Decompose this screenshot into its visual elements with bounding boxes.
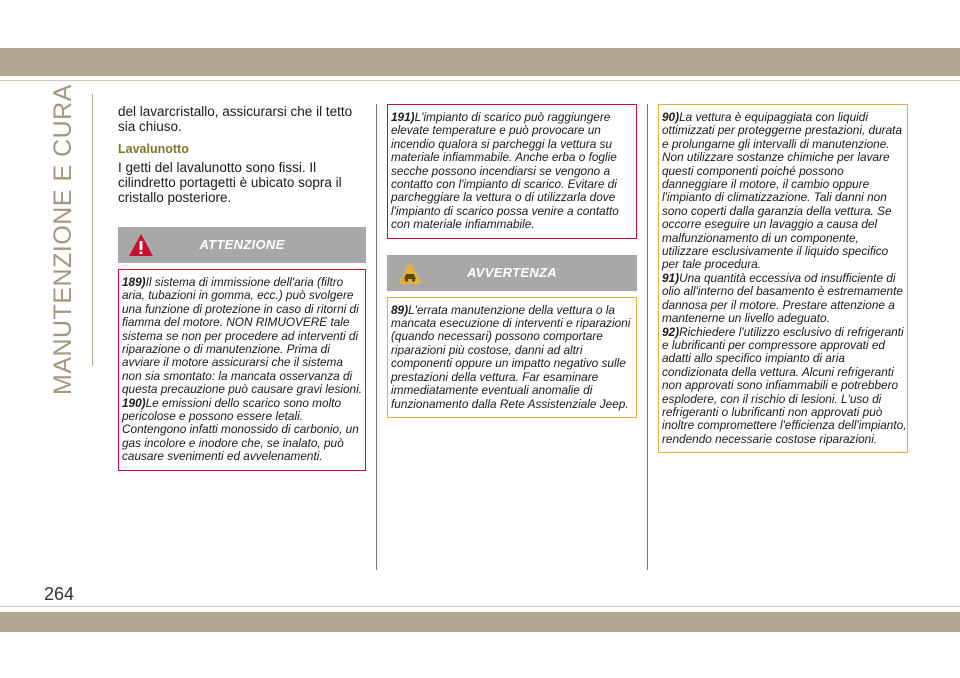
note-189: 189)Il sistema di immissione dell'aria (filtro aria, tubazioni in gomma, ecc.) può svolgere una funzione di protezione in caso di ritorni di fiamma del motore. NON RIMUOVERE tale sistema se non per procedere ad interventi di riparazione o di manutenzione. Prima di avviare il motore assicurarsi che il sistema non sia smontato: la mancata osservanza di questa precauzione può causare gravi lesioni. (122, 275, 363, 397)
section-label: MANUTENZIONE E CURA (49, 84, 77, 395)
note-190: 190)Le emissioni dello scarico sono molto pericolose e possono essere letali. Contengono infatti monossido di carbonio, un gas incolore e inodore che, se inalato, può causare svenimenti ed avvelenamenti. (122, 395, 359, 464)
note-92: 92)Richiedere l'utilizzo esclusivo di refrigeranti e lubrificanti per compressore approvati ed adatti allo specifico impianto di aria condizionata della vettura. Alcuni refrigeranti non approvati sono infiammabili e potrebbero esplodere, con il rischio di lesioni. L'uso di refrigeranti o lubrificanti non approvati può inoltre compromettere l'efficienza dell'impianto, rendendo necessarie costose riparazioni. (662, 324, 907, 446)
warning-box-continued (658, 104, 908, 453)
section-rule (92, 94, 93, 366)
paragraph: I getti del lavalunotto sono fissi. Il cilindretto portagetti è ubicato sopra il cristallo posteriore. (118, 160, 342, 205)
attention-title: ATTENZIONE (199, 237, 285, 252)
note-89: 89)L'errata manutenzione della vettura o la mancata esecuzione di interventi e riparazioni (quando necessari) possono comportare riparazioni più costose, danni ad altri componenti oppure un impatto negativo sulle prestazioni della vettura. Far esaminare immediatamente eventuali anomalie di funzionamento dalla Rete Assistenziale Jeep. (391, 302, 631, 411)
attention-box (118, 269, 366, 471)
warning-box (387, 297, 637, 418)
note-191: 191)L'impianto di scarico può raggiungere elevate temperature e può provocare un incendio qualora si parcheggi la vettura su materiale infiammabile. Anche erba o foglie secche possono incendiarsi se vengono a contatto con l'impianto di scarico. Evitare di parcheggiare la vettura o di utilizzarla dove l'impianto di scarico possa venire a contatto con materiale infiammabile. (391, 110, 619, 232)
bottom-rule (0, 606, 960, 607)
warning-title: AVVERTENZA (467, 264, 557, 280)
subheading: Lavalunotto (118, 142, 189, 156)
top-rule (0, 80, 960, 81)
column-divider-1 (376, 104, 377, 570)
column-1 (118, 104, 366, 471)
top-band (0, 48, 960, 76)
warning-banner (387, 255, 637, 291)
intro-text: del lavarcristallo, assicurarsi che il tetto sia chiuso. (118, 104, 353, 134)
column-2 (387, 104, 637, 418)
page-number: 264 (44, 584, 75, 604)
bottom-band (0, 612, 960, 632)
attention-banner (118, 227, 366, 263)
note-90: 90)La vettura è equipaggiata con liquidi ottimizzati per proteggerne prestazioni, durata e prolungarne gli intervalli di manutenzione. Non utilizzare sostanze chimiche per lavare questi componenti poiché possono danneggiare il motore, il cambio oppure l'impianto di climatizzazione. Tali danni non sono coperti dalla garanzia della vettura. Se occorre eseguire un lavaggio a causa del malfunzionamento di un componente, utilizzare esclusivamente il liquido specifico per tale procedura. (662, 110, 902, 272)
column-divider-2 (647, 104, 648, 570)
column-3 (658, 104, 908, 453)
note-91: 91)Una quantità eccessiva od insufficiente di olio all'interno del basamento è estremamente dannosa per il motore. Prestare attenzione a mantenerne un livello adeguato. (662, 270, 903, 326)
danger-box (387, 104, 637, 239)
